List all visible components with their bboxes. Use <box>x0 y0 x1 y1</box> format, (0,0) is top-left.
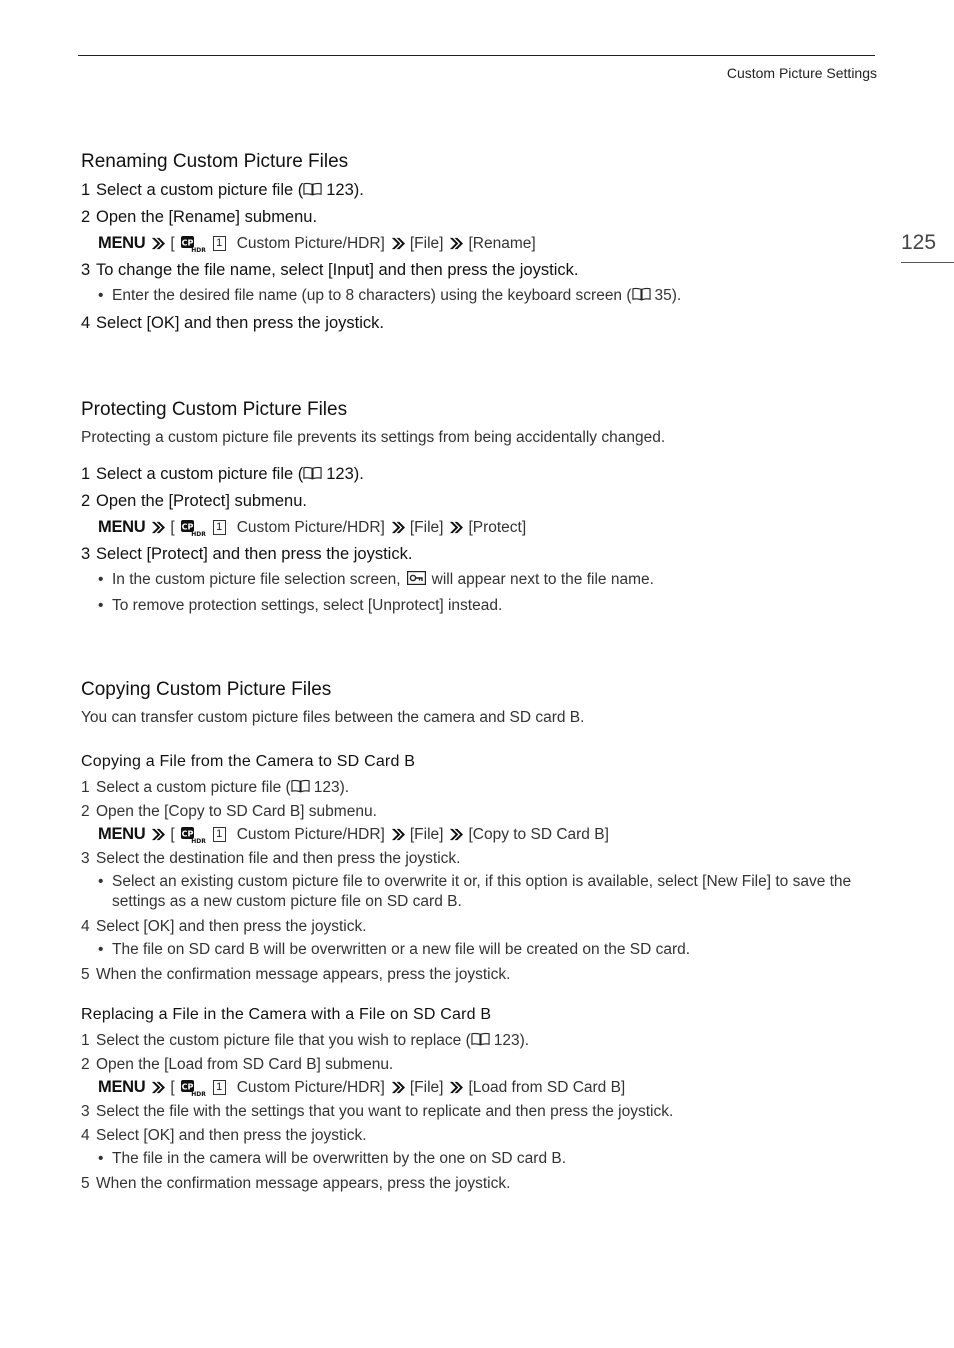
bullet-item: • To remove protection settings, select [Unprotect] instead. <box>96 596 877 616</box>
step-number: 4 <box>81 918 90 935</box>
step-4 <box>81 1127 877 1169</box>
step-list <box>81 465 877 616</box>
menu-item-custom-picture-hdr: Custom Picture/HDR] <box>236 825 385 843</box>
protect-key-icon <box>407 571 426 585</box>
step-number: 2 <box>81 208 91 226</box>
header-rule <box>78 55 875 56</box>
custom-picture-hdr-icon <box>180 826 206 844</box>
step-text: Select [Protect] and then press the joystick. <box>96 545 413 563</box>
menu-label: MENU <box>98 234 146 252</box>
chevron-arrow-icon <box>150 1080 165 1095</box>
menu-path <box>98 1078 877 1097</box>
step-3 <box>81 261 877 306</box>
menu-path <box>98 825 877 844</box>
step-text: Select a custom picture file ( <box>96 779 291 796</box>
step-3 <box>81 1103 877 1121</box>
step-5 <box>81 966 877 984</box>
menu-item-target: [Protect] <box>468 518 527 536</box>
section-renaming <box>81 151 877 341</box>
step-list <box>81 181 877 333</box>
section-title: Renaming Custom Picture Files <box>81 151 349 172</box>
section-intro: Protecting a custom picture file prevents its settings from being accidentally changed. <box>81 429 666 446</box>
bullet-text: In the custom picture file selection screen, <box>112 571 401 588</box>
step-text: Select a custom picture file ( <box>96 181 304 199</box>
chevron-arrow-icon <box>150 520 165 535</box>
menu-item-custom-picture-hdr: Custom Picture/HDR] <box>236 234 385 252</box>
page-reference: 123). <box>313 779 350 796</box>
step-list <box>81 1032 877 1193</box>
step-text: Select [OK] and then press the joystick. <box>96 314 384 332</box>
bullet-text: will appear next to the file name. <box>431 571 654 588</box>
subsection-title: Copying a File from the Camera to SD Card B <box>81 753 416 770</box>
bullet-item: • The file on SD card B will be overwritten or a new file will be created on the SD card. <box>96 940 877 960</box>
bullet-list <box>96 570 877 616</box>
bullet-item <box>96 570 877 590</box>
step-number: 3 <box>81 261 91 279</box>
step-number: 5 <box>81 1175 90 1192</box>
menu-item-custom-picture-hdr: Custom Picture/HDR] <box>236 518 385 536</box>
chevron-arrow-icon <box>150 827 165 842</box>
running-header: Custom Picture Settings <box>726 65 877 81</box>
step-number: 3 <box>81 850 90 867</box>
book-reference-icon <box>471 1032 490 1046</box>
chevron-arrow-icon <box>390 1080 405 1095</box>
chevron-arrow-icon <box>390 827 405 842</box>
step-4 <box>81 314 877 333</box>
menu-item-file: [File] <box>409 234 444 252</box>
page-reference: 123). <box>493 1032 530 1049</box>
menu-path <box>98 234 877 253</box>
step-2 <box>81 803 877 844</box>
custom-picture-hdr-icon <box>180 519 206 537</box>
book-reference-icon <box>303 182 322 196</box>
step-text: Select the destination file and then press the joystick. <box>96 850 461 867</box>
bullet-text: Enter the desired file name (up to 8 characters) using the keyboard screen ( <box>112 287 632 304</box>
step-3 <box>81 850 877 912</box>
step-list <box>81 779 877 984</box>
step-1 <box>81 779 877 797</box>
bullet-list <box>96 286 877 306</box>
step-number: 1 <box>81 779 90 796</box>
menu-item-target: [Copy to SD Card B] <box>468 825 609 843</box>
submenu-number: 1 <box>213 1080 226 1095</box>
chevron-arrow-icon <box>390 236 405 251</box>
step-2 <box>81 208 877 253</box>
step-5 <box>81 1175 877 1193</box>
step-1 <box>81 465 877 484</box>
subsection-title: Replacing a File in the Camera with a File on SD Card B <box>81 1006 492 1023</box>
step-number: 1 <box>81 181 91 199</box>
menu-label: MENU <box>98 518 146 536</box>
step-text: Open the [Copy to SD Card B] submenu. <box>96 803 377 820</box>
step-text: When the confirmation message appears, press the joystick. <box>96 1175 511 1192</box>
page-number: 125 <box>901 231 937 254</box>
section-title: Protecting Custom Picture Files <box>81 399 348 420</box>
step-2 <box>81 492 877 537</box>
menu-item-custom-picture-hdr: Custom Picture/HDR] <box>236 1078 385 1096</box>
custom-picture-hdr-icon <box>180 1079 206 1097</box>
step-number: 1 <box>81 465 91 483</box>
bullet-list <box>96 872 877 912</box>
section-protecting <box>81 399 877 624</box>
submenu-number: 1 <box>213 520 226 535</box>
bullet-list <box>96 1149 877 1169</box>
submenu-number: 1 <box>213 827 226 842</box>
bracket: [ <box>170 825 175 843</box>
step-1 <box>81 1032 877 1050</box>
page-reference: 123). <box>326 465 364 483</box>
section-title: Copying Custom Picture Files <box>81 679 332 700</box>
step-2 <box>81 1056 877 1097</box>
submenu-number: 1 <box>213 236 226 251</box>
step-text: Select a custom picture file ( <box>96 465 304 483</box>
chevron-arrow-icon <box>448 827 463 842</box>
step-text: Select the custom picture file that you wish to replace ( <box>96 1032 471 1049</box>
step-text: Open the [Load from SD Card B] submenu. <box>96 1056 394 1073</box>
page-reference: 35). <box>654 287 682 304</box>
section-copying <box>81 679 877 1199</box>
menu-label: MENU <box>98 825 146 843</box>
menu-item-target: [Rename] <box>468 234 536 252</box>
step-number: 4 <box>81 314 91 332</box>
step-text: To change the file name, select [Input] and then press the joystick. <box>96 261 579 279</box>
custom-picture-hdr-icon <box>180 235 206 253</box>
book-reference-icon <box>291 779 310 793</box>
bracket: [ <box>170 1078 175 1096</box>
book-reference-icon <box>303 466 322 480</box>
step-number: 1 <box>81 1032 90 1049</box>
chevron-arrow-icon <box>150 236 165 251</box>
step-3 <box>81 545 877 616</box>
step-4 <box>81 918 877 960</box>
step-number: 5 <box>81 966 90 983</box>
chevron-arrow-icon <box>448 236 463 251</box>
menu-path <box>98 518 877 537</box>
step-number: 2 <box>81 803 90 820</box>
bullet-list <box>96 940 877 960</box>
bracket: [ <box>170 518 175 536</box>
step-text: Select [OK] and then press the joystick. <box>96 1127 367 1144</box>
step-number: 2 <box>81 492 91 510</box>
step-text: Open the [Protect] submenu. <box>96 492 307 510</box>
page-reference: 123). <box>326 181 364 199</box>
bracket: [ <box>170 234 175 252</box>
step-text: Open the [Rename] submenu. <box>96 208 318 226</box>
menu-item-file: [File] <box>409 1078 444 1096</box>
step-number: 2 <box>81 1056 90 1073</box>
menu-item-file: [File] <box>409 518 444 536</box>
book-reference-icon <box>632 287 651 301</box>
menu-label: MENU <box>98 1078 146 1096</box>
chevron-arrow-icon <box>448 520 463 535</box>
step-number: 3 <box>81 545 91 563</box>
chevron-arrow-icon <box>448 1080 463 1095</box>
step-number: 3 <box>81 1103 90 1120</box>
bullet-item <box>96 286 877 306</box>
bullet-item: • The file in the camera will be overwritten by the one on SD card B. <box>96 1149 877 1169</box>
step-1 <box>81 181 877 200</box>
step-text: Select the file with the settings that you want to replicate and then press the joystick. <box>96 1103 674 1120</box>
menu-item-file: [File] <box>409 825 444 843</box>
bullet-item: • Select an existing custom picture file to overwrite it or, if this option is available, select [New File] to save the settings as a new custom picture file on SD card B. <box>96 872 877 912</box>
step-number: 4 <box>81 1127 90 1144</box>
step-text: When the confirmation message appears, press the joystick. <box>96 966 511 983</box>
page-number-rule <box>901 262 954 263</box>
chevron-arrow-icon <box>390 520 405 535</box>
step-text: Select [OK] and then press the joystick. <box>96 918 367 935</box>
menu-item-target: [Load from SD Card B] <box>468 1078 626 1096</box>
section-intro: You can transfer custom picture files between the camera and SD card B. <box>81 709 585 726</box>
